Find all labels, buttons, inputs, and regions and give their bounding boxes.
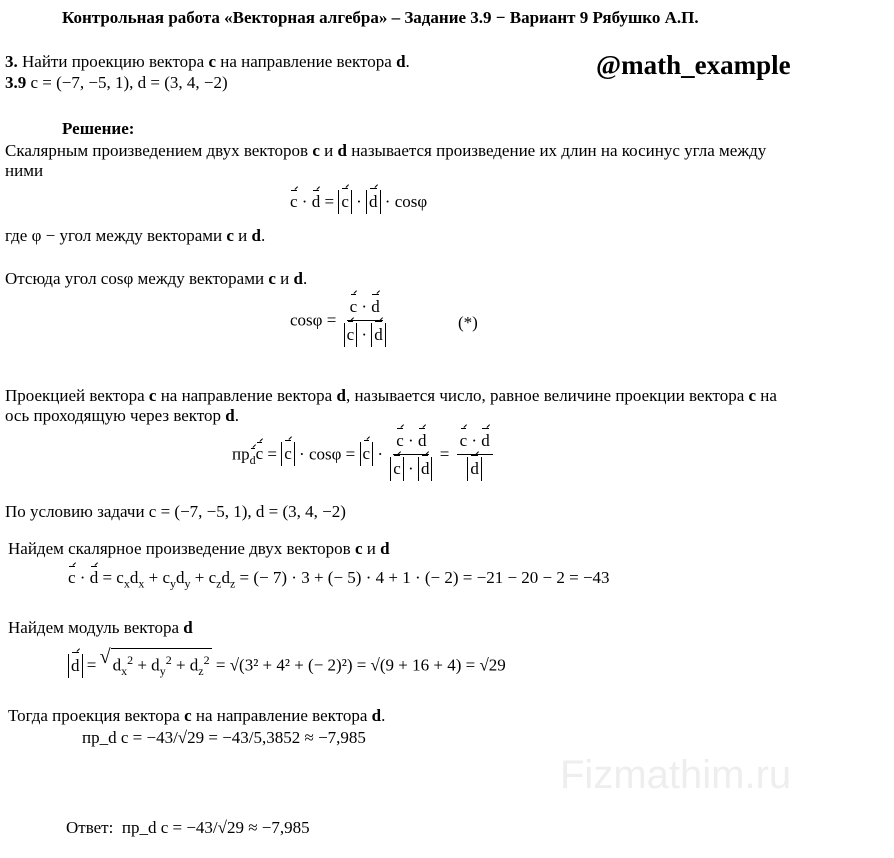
formula-modulus: d = √ $d_x^2 + d_y^2 + d_z^2 = √(3^2 + 4^2$ + (− 2)²) = √(9 + 16 + 4) = √29 xyxy=(68,648,506,682)
formula-dot-calc: $c \cdot d = c_xd_x + c_yd_y + c_zd_z$ = (− 7) · 3 + (− 5) · 4 + 1 · (− 2) = −21 − 20 − 2 = −43 xyxy=(68,568,610,591)
task-statement: 3. Найти проекцию вектора c на направление вектора d. xyxy=(5,52,410,71)
paragraph-definition-cont: ними xyxy=(5,161,44,180)
solution-heading: Решение: xyxy=(62,119,135,138)
paragraph-definition: Скалярным произведением двух векторов c и d называется произведение их длин на косинус угла между xyxy=(5,141,767,160)
paragraph-cos: Отсюда угол cosφ между векторами c и d. xyxy=(5,269,308,288)
paragraph-projection-cont: ось проходящую через вектор d. xyxy=(5,406,240,425)
formula-projection: $пр_dc = c \cdot \cos\varphi = c$ · $\frac{c \cdot d}{c \cdot d}$ = $\frac{c \cdot d}{d}$ xyxy=(232,430,496,481)
paragraph-projection: Проекцией вектора c на направление вектора d, называется число, равное величине проекции вектора c на xyxy=(5,386,777,405)
task-variant: 3.9 c = (−7, −5, 1), d = (3, 4, −2) xyxy=(5,73,228,92)
brand-handle: @math_example xyxy=(596,50,791,80)
paragraph-angle: где φ − угол между векторами c и d. xyxy=(5,226,266,245)
document-title: Контрольная работа «Векторная алгебра» – Задание 3.9 − Вариант 9 Рябушко А.П. xyxy=(62,8,699,27)
paragraph-dot: Найдем скалярное произведение двух векторов c и d xyxy=(8,539,390,558)
answer: Ответ: пр_d c = −43/√29 ≈ −7,985 xyxy=(66,818,310,837)
formula-result: пр_d c = −43/√29 = −43/5,3852 ≈ −7,985 xyxy=(82,728,366,747)
paragraph-result: Тогда проекция вектора c на направление вектора d. xyxy=(8,706,386,725)
paragraph-modulus: Найдем модуль вектора d xyxy=(8,618,193,637)
formula-mark: (*) xyxy=(458,313,478,332)
formula-cos: cosφ = $\frac{c \cdot d}{c \cdot d}$ xyxy=(290,296,389,347)
paragraph-given: По условию задачи c = (−7, −5, 1), d = (3, 4, −2) xyxy=(5,502,346,521)
formula-dot-product: c · d = c · d · cosφ xyxy=(290,190,427,214)
watermark: Fizmathim.ru xyxy=(560,753,792,797)
